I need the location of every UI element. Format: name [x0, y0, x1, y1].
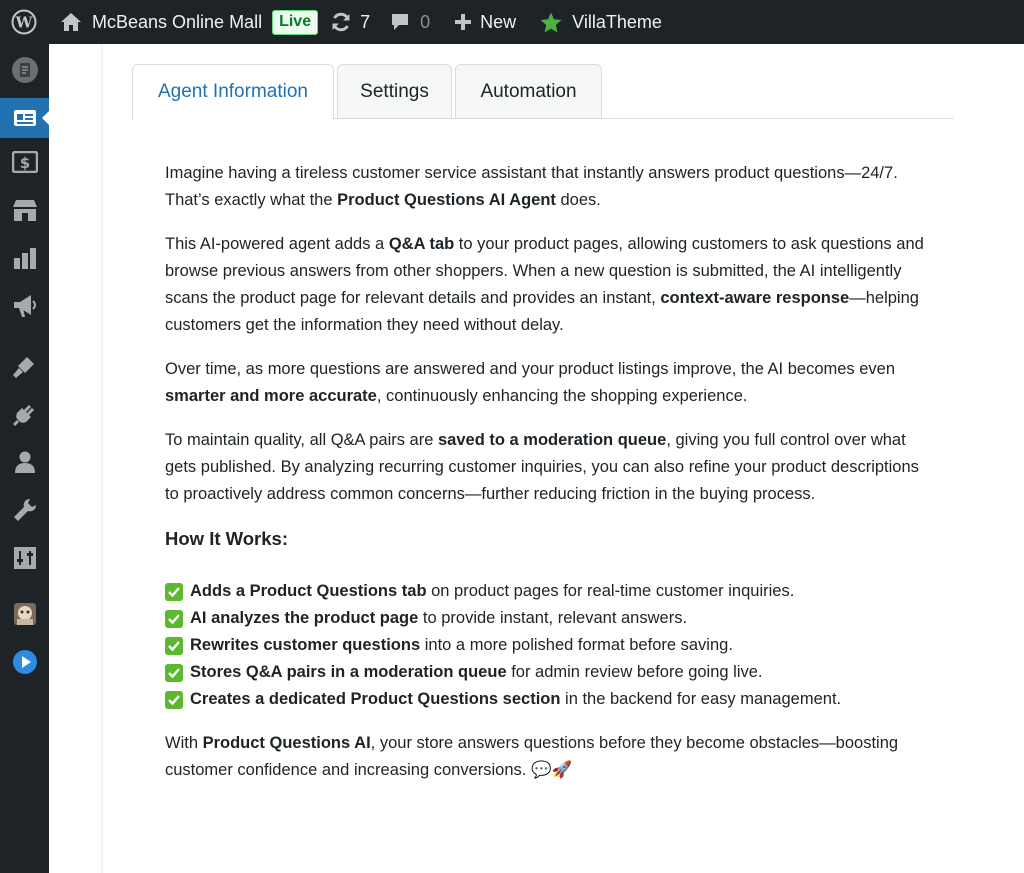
- sidebar-item-extension[interactable]: [0, 594, 49, 634]
- check-mark-icon: [165, 637, 183, 655]
- tab-automation[interactable]: Automation: [455, 64, 602, 119]
- tab-bar: [132, 64, 954, 119]
- chat-rocket-emoji: 💬🚀: [530, 761, 573, 780]
- updates-count: 7: [360, 11, 371, 32]
- refresh-icon: [330, 11, 352, 33]
- bar-chart-icon: [13, 247, 37, 269]
- sidebar-item-users[interactable]: [0, 442, 49, 482]
- star-icon: [540, 12, 562, 33]
- closing-paragraph: With Product Questions AI, your store answers questions before they become obstacles—boosting customer confidence and increasing conversions. 💬🚀: [165, 730, 925, 784]
- tab-settings[interactable]: Settings: [337, 64, 452, 119]
- check-mark-icon: [165, 583, 183, 601]
- sidebar-item-store[interactable]: [0, 190, 49, 230]
- paintbrush-icon: [12, 353, 38, 379]
- sidebar-item-marketing[interactable]: [0, 286, 49, 326]
- wrench-icon: [12, 497, 38, 523]
- svg-text:$: $: [19, 154, 30, 172]
- site-name: McBeans Online Mall: [92, 11, 263, 32]
- learning-paragraph: Over time, as more questions are answered and your product listings improve, the AI becomes even smarter and more accurate, continuously enhancing the shopping experience.: [165, 360, 896, 405]
- id-card-icon: [13, 108, 37, 128]
- admin-sidebar: [0, 44, 49, 873]
- plug-icon: [12, 401, 38, 427]
- list-item: Adds a Product Questions tab on product pages for real-time customer inquiries.: [165, 578, 925, 605]
- sidebar-item-profile[interactable]: [0, 50, 49, 90]
- sidebar-item-tools[interactable]: [0, 490, 49, 530]
- comment-icon: [390, 12, 410, 32]
- tab-agent-information[interactable]: Agent Information: [132, 64, 334, 120]
- main-content: [49, 44, 1024, 873]
- list-item: AI analyzes the product page to provide instant, relevant answers.: [165, 605, 925, 632]
- svg-text:W: W: [15, 13, 33, 32]
- panel-edge: [101, 44, 103, 873]
- sidebar-item-media-player[interactable]: [0, 642, 49, 682]
- sidebar-item-analytics[interactable]: [0, 238, 49, 278]
- wordpress-logo-icon[interactable]: [0, 0, 48, 44]
- profile-icon: [11, 56, 39, 84]
- villatheme-label: VillaTheme: [572, 11, 662, 32]
- how-it-works-heading: How It Works:: [165, 528, 288, 549]
- intro-paragraph: Imagine having a tireless customer service assistant that instantly answers product questions—24/7. That’s exactly what the Product Questions AI Agent does.: [165, 164, 898, 209]
- comments-link[interactable]: [390, 0, 430, 44]
- admin-bar: [0, 0, 1024, 44]
- moderation-paragraph: To maintain quality, all Q&A pairs are saved to a moderation queue, giving you full control over what gets published. By analyzing recurring customer inquiries, you can also refine your product descriptions to proactively address common concerns—further reducing friction in the buying process.: [165, 431, 919, 503]
- updates-link[interactable]: [330, 0, 370, 44]
- check-mark-icon: [165, 610, 183, 628]
- check-mark-icon: [165, 691, 183, 709]
- sliders-icon: [13, 546, 37, 570]
- villatheme-link[interactable]: [540, 0, 662, 44]
- comments-count: 0: [420, 11, 431, 32]
- sidebar-item-settings[interactable]: [0, 538, 49, 578]
- plus-icon: [454, 13, 472, 31]
- feature-paragraph: This AI-powered agent adds a Q&A tab to your product pages, allowing customers to ask questions and browse previous answers from other shoppers. When a new question is submitted, the AI intelligently scans the product page for relevant details and provides an instant, context-aware response—helping customers get the information they need without delay.: [165, 235, 924, 334]
- how-it-works-list: [165, 578, 925, 713]
- new-label: New: [480, 11, 517, 32]
- live-badge: Live: [272, 10, 318, 35]
- home-icon: [60, 12, 82, 32]
- agent-description: [165, 160, 925, 801]
- sidebar-item-appearance[interactable]: [0, 346, 49, 386]
- new-content-link[interactable]: [454, 0, 516, 44]
- list-item: Stores Q&A pairs in a moderation queue for admin review before going live.: [165, 659, 925, 686]
- sidebar-item-dashboard-card[interactable]: [0, 98, 49, 138]
- store-icon: [11, 198, 39, 222]
- list-item: Creates a dedicated Product Questions section in the backend for easy management.: [165, 686, 925, 713]
- megaphone-icon: [12, 293, 38, 319]
- list-item: Rewrites customer questions into a more polished format before saving.: [165, 632, 925, 659]
- dollar-icon: [12, 151, 38, 173]
- extension-avatar-icon: [13, 602, 37, 626]
- play-icon: [12, 649, 38, 675]
- sidebar-item-plugins[interactable]: [0, 394, 49, 434]
- check-mark-icon: [165, 664, 183, 682]
- site-name-link[interactable]: [60, 0, 262, 44]
- user-icon: [13, 450, 37, 474]
- sidebar-item-payments[interactable]: [0, 142, 49, 182]
